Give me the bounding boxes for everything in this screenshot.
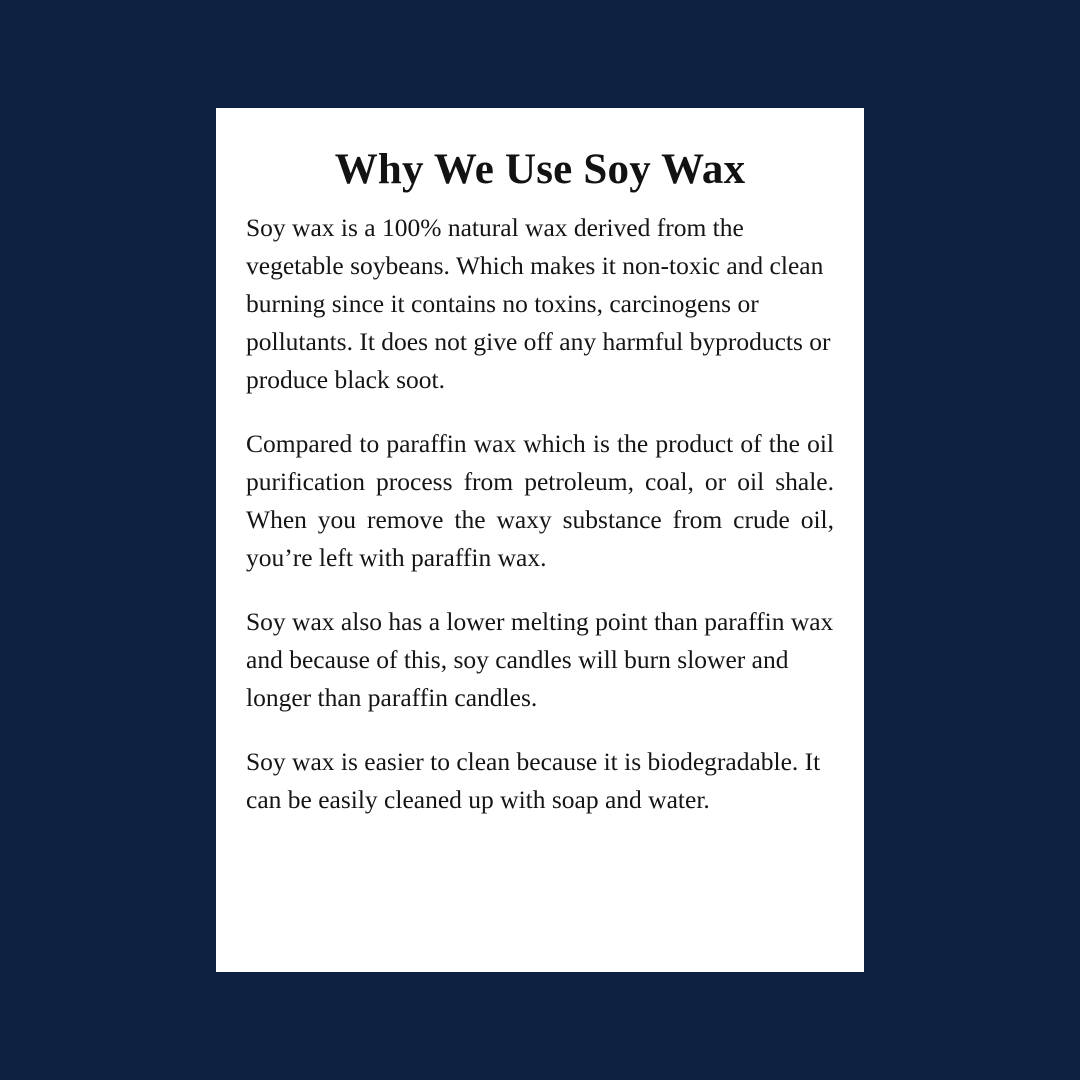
- paragraph-melting-point: Soy wax also has a lower melting point than paraffin wax and because of this, soy candles will burn slower and longer than paraffin candles.: [246, 607, 834, 713]
- paragraph-paraffin-comparison: Compared to paraffin wax which is the product of the oil purification process from petroleum, coal, or oil shale. When you remove the waxy substance from crude oil, you’re left with paraffin wax.: [246, 429, 834, 573]
- paragraph-cleaning: Soy wax is easier to clean because it is biodegradable. It can be easily cleaned up with soap and water.: [246, 747, 821, 815]
- paragraph-soy-wax-natural: Soy wax is a 100% natural wax derived from the vegetable soybeans. Which makes it non-toxic and clean burning since it contains no toxins, carcinogens or pollutants. It does not give off any harmful byproducts or produce black soot.: [246, 213, 831, 395]
- info-card: [216, 108, 864, 972]
- page-title: Why We Use Soy Wax: [334, 146, 746, 193]
